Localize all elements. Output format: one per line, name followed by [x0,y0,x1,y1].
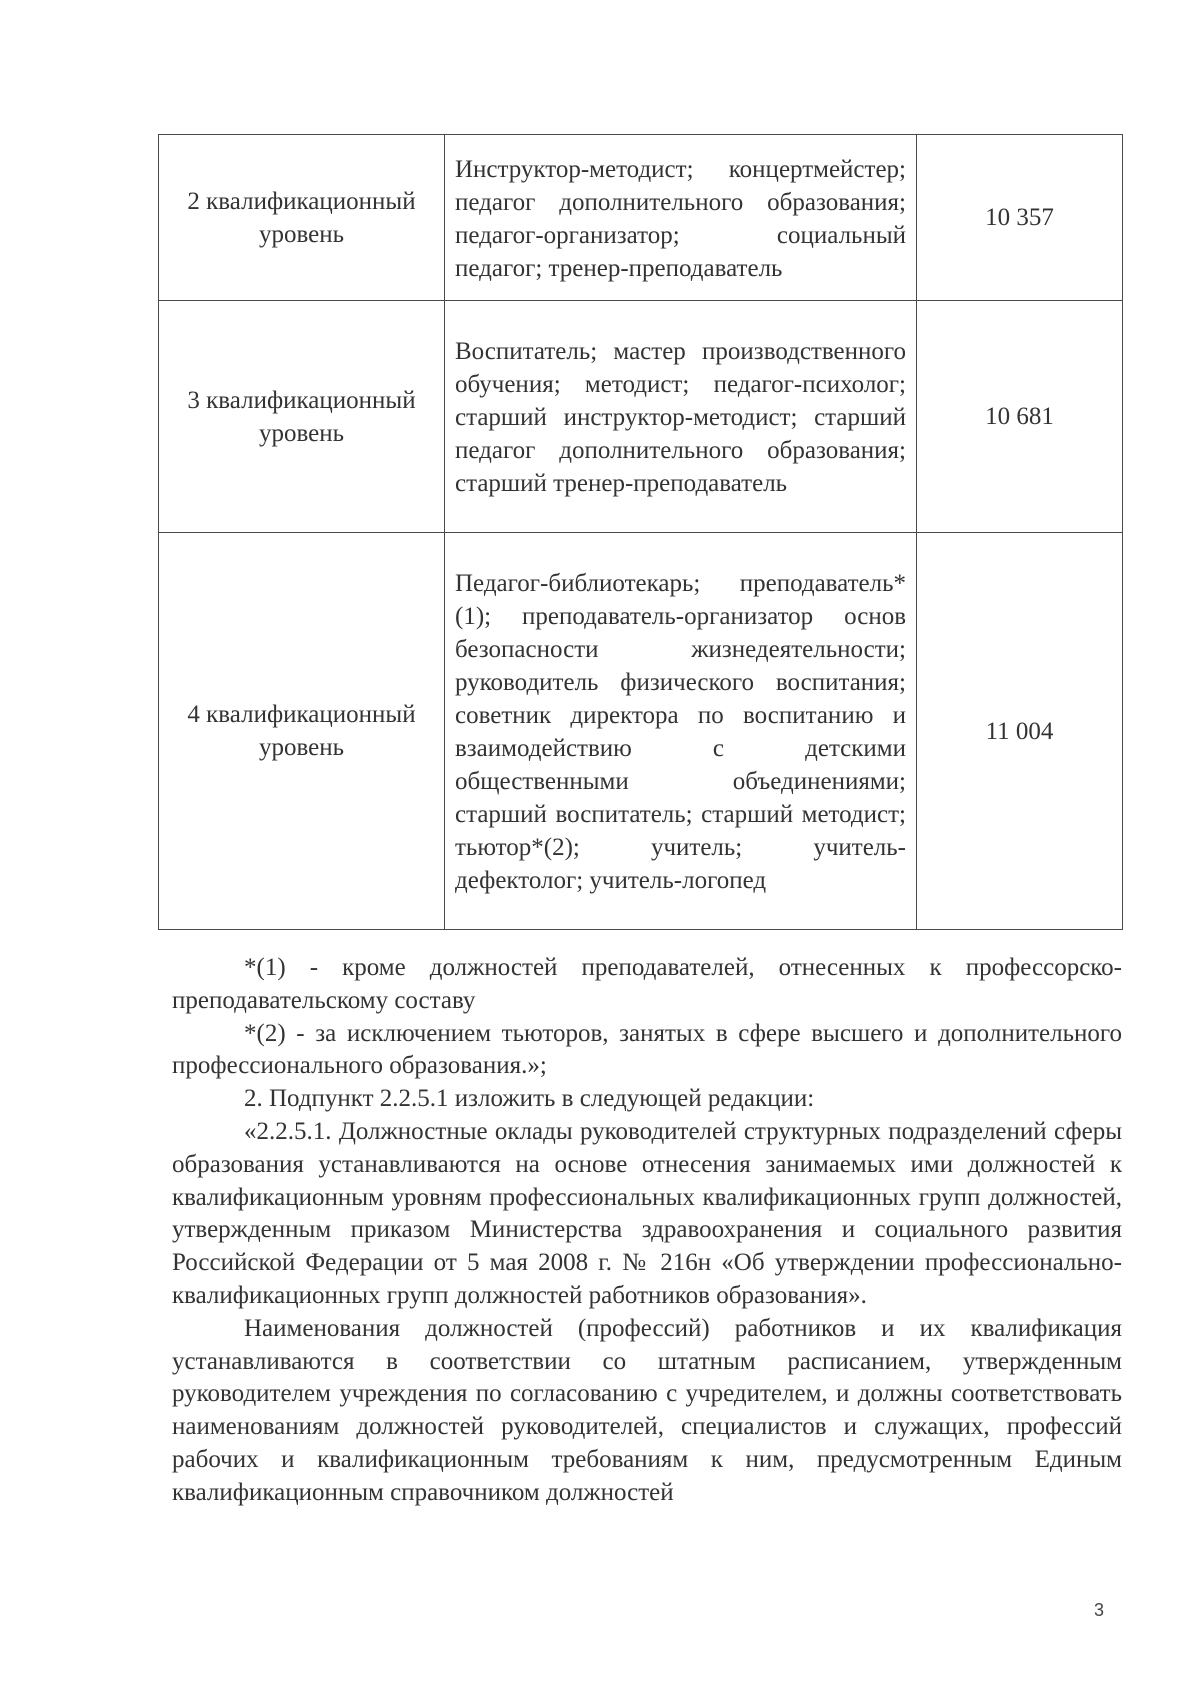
table-row [159,533,1123,930]
salary-cell: 10 357 [917,135,1123,301]
qualification-level-cell: 3 квалификационный уровень [159,301,445,533]
qualification-level-cell: 2 квалификационный уровень [159,135,445,301]
positions-cell: Педагог-библиотекарь; преподаватель*(1); преподаватель-организатор основ безопасности жизнедеятельности; руководитель физического воспитания; советник директора по воспитанию и взаимодействию с детскими общественными объединениями; старший воспитатель; старший методист; тьютор*(2); учитель; учитель- дефектолог; учитель-логопед [445,533,917,930]
paragraph-subclause-2-2-5-1: «2.2.5.1. Должностные оклады руководителей структурных подразделений сферы образования устанавливаются на основе отнесения занимаемых ими должностей к квалификационным уровням профессиональных квалификационных групп должностей, утвержденным приказом Министерства здравоохранения и социального развития Российской Федерации от 5 мая 2008 г. № 216н «Об утверждении профессионально-квалификационных групп должностей работников образования». [172,1117,1122,1309]
page-number: 3 [1094,1600,1105,1620]
positions-cell: Инструктор-методист; концертмейстер; педагог дополнительного образования; педагог-организатор; социальный педагог; тренер-преподаватель [445,135,917,301]
paragraph-position-names: Наименования должностей (профессий) работников и их квалификация устанавливаются в соответствии со штатным расписанием, утвержденным руководителем учреждения по согласованию с учредителем, и должны соответствовать наименованиям должностей руководителей, специалистов и служащих, профессий рабочих и квалификационным требованиям к ним, предусмотренным Единым квалификационным справочником должностей [172,1314,1122,1506]
table-row [159,301,1123,533]
qualification-level-cell: 4 квалификационный уровень [159,533,445,930]
document-text [172,952,1122,1510]
positions-cell: Воспитатель; мастер производственного обучения; методист; педагог-психолог; старший инструктор-методист; старший педагог дополнительного образования; старший тренер-преподаватель [445,301,917,533]
salary-cell: 11 004 [917,533,1123,930]
qualification-table [158,134,1123,930]
footnote-2: *(2) - за исключением тьюторов, занятых в сфере высшего и дополнительного профессионального образования.»; [172,1019,1122,1080]
paragraph-subclause-intro: 2. Подпункт 2.2.5.1 изложить в следующей редакции: [244,1085,815,1113]
footnote-1: *(1) - кроме должностей преподавателей, отнесенных к профессорско-преподавательскому составу [172,954,1122,1014]
salary-cell: 10 681 [917,301,1123,533]
table-row [159,135,1123,301]
